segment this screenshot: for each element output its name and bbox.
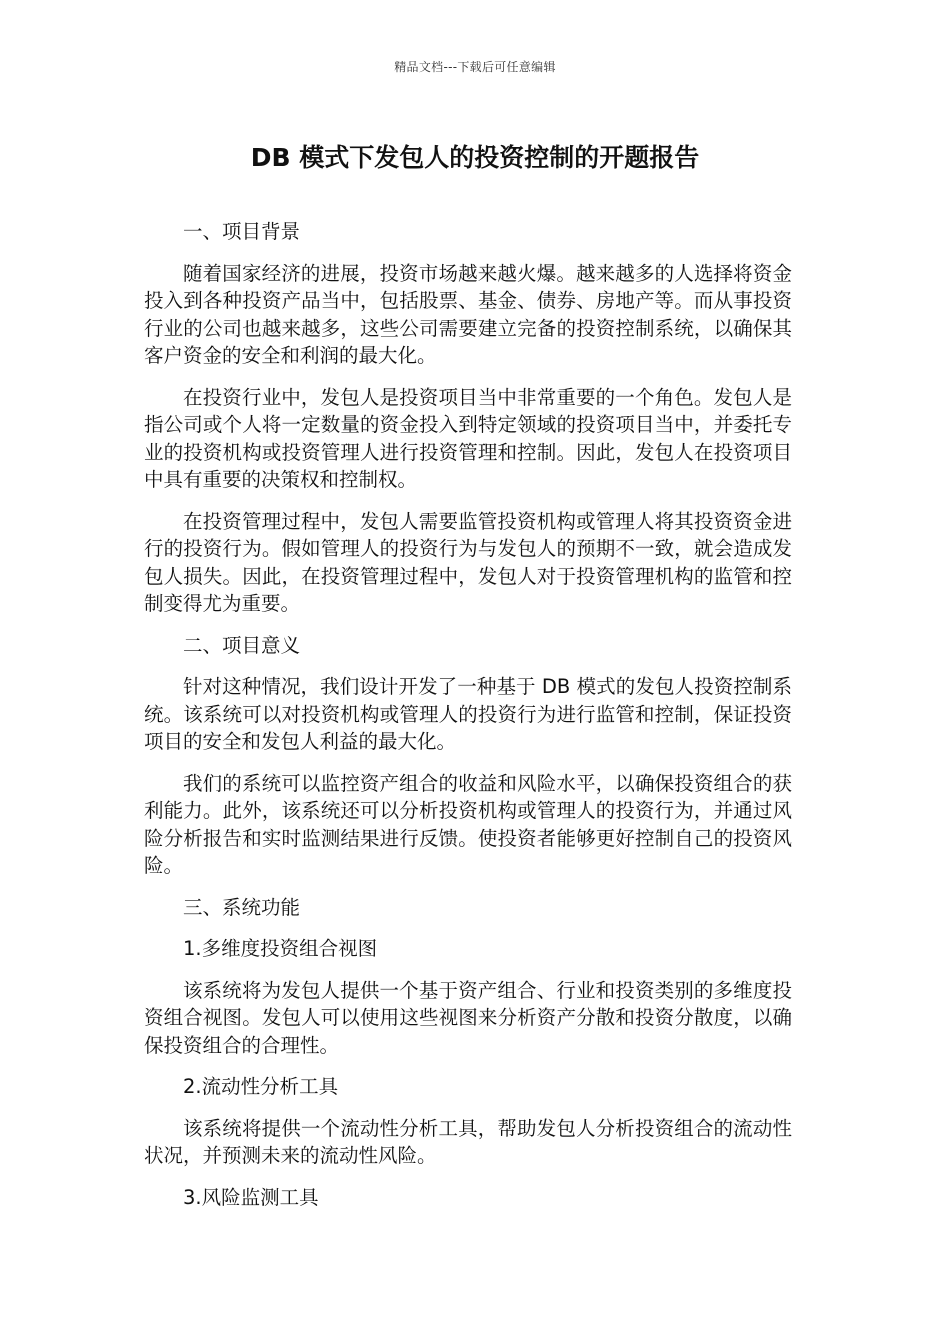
paragraph: 我们的系统可以监控资产组合的收益和风险水平，以确保投资组合的获利能力。此外，该系统还可以分析投资机构或管理人的投资行为，并通过风险分析报告和实时监测结果进行反馈。使投资者能够更好控制自己的投资风险。 xyxy=(144,771,792,877)
paragraph: 该系统将为发包人提供一个基于资产组合、行业和投资类别的多维度投资组合视图。发包人可以使用这些视图来分析资产分散和投资分散度，以确保投资组合的合理性。 xyxy=(144,978,792,1057)
section-heading-significance: 二、项目意义 xyxy=(183,633,301,657)
subheading-portfolio-view: 1.多维度投资组合视图 xyxy=(183,937,378,960)
paragraph: 在投资管理过程中，发包人需要监管投资机构或管理人将其投资资金进行的投资行为。假如管理人的投资行为与发包人的预期不一致，就会造成发包人损失。因此，在投资管理过程中，发包人对于投资管理机构的监管和控制变得尤为重要。 xyxy=(144,509,792,615)
section-heading-functions: 三、系统功能 xyxy=(183,895,301,919)
page-header: 精品文档---下载后可任意编辑 xyxy=(394,60,556,74)
subheading-liquidity-tool: 2.流动性分析工具 xyxy=(183,1075,339,1098)
document-body xyxy=(144,218,792,1225)
paragraph: 随着国家经济的进展，投资市场越来越火爆。越来越多的人选择将资金投入到各种投资产品当中，包括股票、基金、债券、房地产等。而从事投资行业的公司也越来越多，这些公司需要建立完备的投资控制系统，以确保其客户资金的安全和利润的最大化。 xyxy=(144,261,792,367)
paragraph: 该系统将提供一个流动性分析工具，帮助发包人分析投资组合的流动性状况，并预测未来的流动性风险。 xyxy=(144,1116,792,1167)
document-title: DB 模式下发包人的投资控制的开题报告 xyxy=(250,143,700,172)
section-heading-background: 一、项目背景 xyxy=(183,220,301,243)
paragraph: 针对这种情况，我们设计开发了一种基于 DB 模式的发包人投资控制系统。该系统可以对投资机构或管理人的投资行为进行监管和控制，保证投资项目的安全和发包人利益的最大化。 xyxy=(144,675,792,753)
paragraph: 在投资行业中，发包人是投资项目当中非常重要的一个角色。发包人是指公司或个人将一定数量的资金投入到特定领域的投资项目当中，并委托专业的投资机构或投资管理人进行投资管理和控制。因此，发包人在投资项目中具有重要的决策权和控制权。 xyxy=(144,385,792,491)
subheading-risk-monitor: 3.风险监测工具 xyxy=(183,1185,319,1209)
